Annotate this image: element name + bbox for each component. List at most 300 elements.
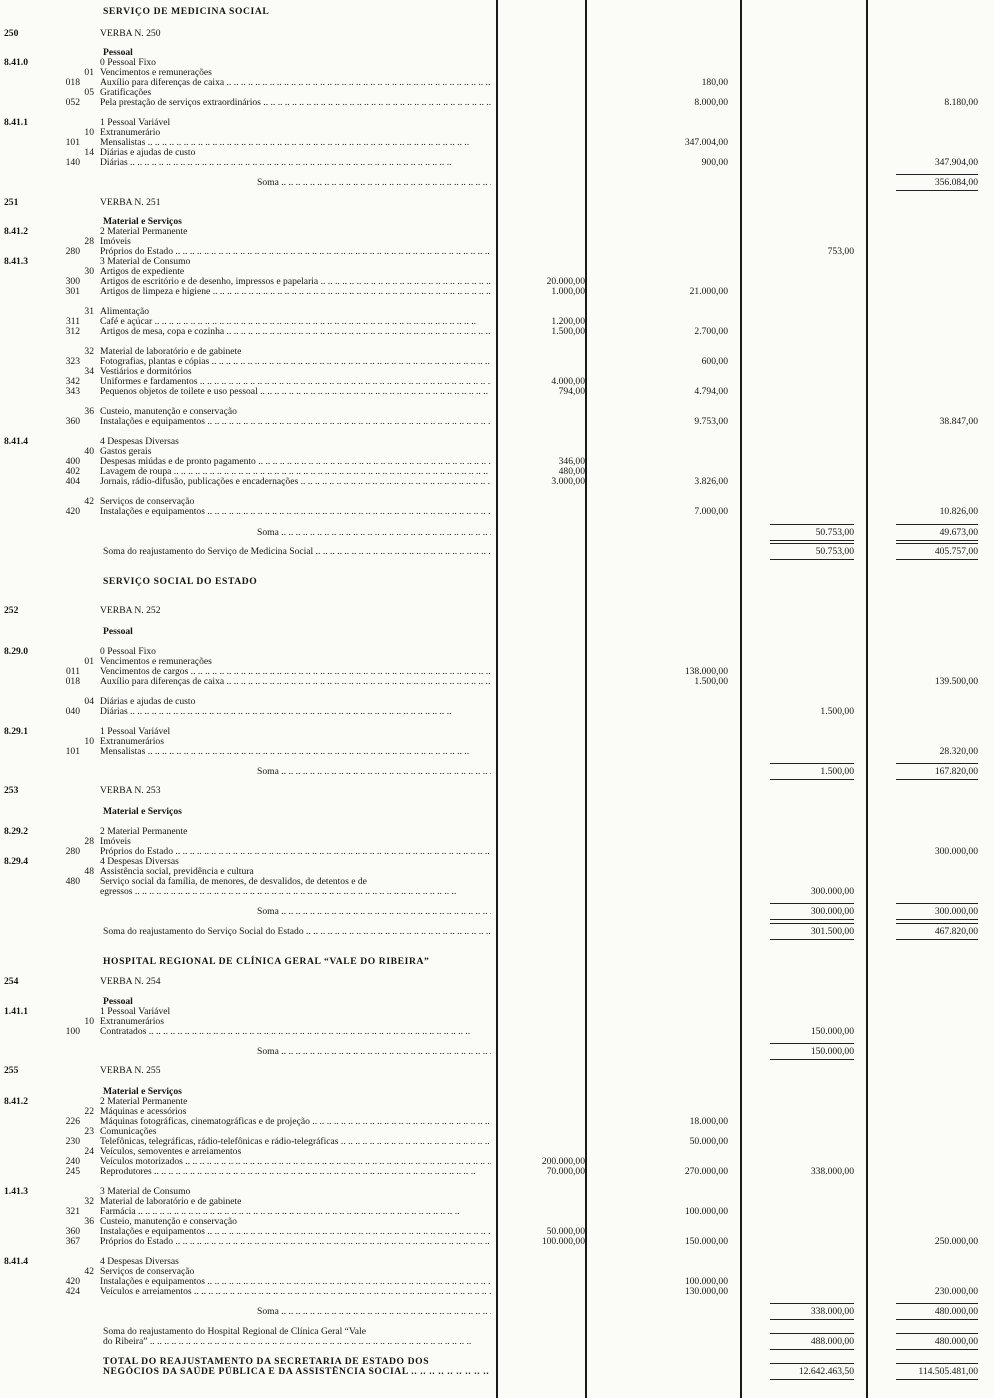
table-row <box>0 1065 994 1076</box>
row-label: Próprios do Estado .. .. <box>100 1236 491 1247</box>
subtotal-rule <box>896 1379 978 1380</box>
amount-col-c: 180,00 <box>701 77 728 88</box>
item-code: 424 <box>65 1286 80 1297</box>
subtotal-rule <box>896 559 978 560</box>
subtotal-rule <box>770 1363 854 1364</box>
amount-col-e: 28.320,00 <box>939 746 978 757</box>
item-code: 420 <box>65 1276 80 1287</box>
row-label: Vencimentos e remunerações <box>100 67 212 78</box>
account-code: 254 <box>4 976 19 987</box>
row-label: Artigos de limpeza e higiene .. .. <box>100 286 491 297</box>
item-code: 101 <box>65 746 80 757</box>
subtotal-rule <box>896 919 978 920</box>
subtotal-rule <box>770 540 854 541</box>
account-code: 8.41.3 <box>4 256 28 267</box>
subaccount-code: 10 <box>84 127 94 138</box>
subaccount-code: 30 <box>84 266 94 277</box>
amount-col-d: 300.000,00 <box>810 906 854 917</box>
row-label: Serviços de conservação <box>100 496 195 507</box>
row-label: Extranumerários <box>100 1016 164 1027</box>
row-label: Próprios do Estado .. .. <box>100 846 491 857</box>
subtotal-rule <box>770 1303 854 1304</box>
table-row <box>0 976 994 987</box>
item-code: 402 <box>65 466 80 477</box>
subaccount-code: 36 <box>84 1216 94 1227</box>
amount-col-c: 600,00 <box>701 356 728 367</box>
table-row <box>0 476 994 487</box>
row-label: Material e Serviços <box>103 216 182 227</box>
amount-col-b: 3.000,00 <box>551 476 585 487</box>
item-code: 342 <box>65 376 80 387</box>
row-label: Soma do reajustamento do Serviço de Medicina Social .. .. <box>103 546 491 557</box>
row-label: VERBA N. 253 <box>100 785 161 796</box>
item-code: 100 <box>65 1026 80 1037</box>
subaccount-code: 42 <box>84 1266 94 1277</box>
subtotal-rule <box>896 1333 978 1334</box>
amount-col-b: 794,00 <box>558 386 585 397</box>
subaccount-code: 31 <box>84 306 94 317</box>
amount-col-c: 270.000,00 <box>684 1166 728 1177</box>
row-label: Veículos, semoventes e arreiamentos <box>100 1146 242 1157</box>
amount-col-e: 114.505.481,00 <box>918 1366 978 1377</box>
table-row <box>0 1026 994 1037</box>
item-code: 245 <box>65 1166 80 1177</box>
table-row <box>0 177 994 188</box>
amount-col-d: 301.500,00 <box>810 926 854 937</box>
amount-col-c: 3.826,00 <box>694 476 728 487</box>
row-label: Diárias e ajudas de custo <box>100 696 196 707</box>
row-label: Material e Serviços <box>103 1086 182 1097</box>
row-label: Custeio, manutenção e conservação <box>100 406 237 417</box>
amount-col-c: 900,00 <box>701 157 728 168</box>
amount-col-c: 2.700,00 <box>694 326 728 337</box>
row-label: Imóveis <box>100 836 131 847</box>
row-label: Instalações e equipamentos .. .. <box>100 1276 491 1287</box>
row-label: VERBA N. 255 <box>100 1065 161 1076</box>
amount-col-c: 138.000,00 <box>684 666 728 677</box>
amount-col-e: 8.180,00 <box>944 97 978 108</box>
subtotal-rule <box>770 1043 854 1044</box>
amount-col-c: 150.000,00 <box>684 1236 728 1247</box>
account-code: 8.29.0 <box>4 646 28 657</box>
amount-col-b: 1.000,00 <box>551 286 585 297</box>
subaccount-code: 36 <box>84 406 94 417</box>
row-label: VERBA N. 254 <box>100 976 161 987</box>
amount-col-e: 300.000,00 <box>934 846 978 857</box>
row-label: Soma .. .. <box>257 1306 491 1317</box>
item-code: 360 <box>65 1226 80 1237</box>
subaccount-code: 10 <box>84 1016 94 1027</box>
item-code: 360 <box>65 416 80 427</box>
amount-col-d: 150.000,00 <box>810 1046 854 1057</box>
row-label: Mensalistas .. .. <box>100 746 491 757</box>
row-label: Material de laboratório e de gabinete <box>100 346 242 357</box>
amount-col-b: 50.000,00 <box>546 1226 585 1237</box>
table-row <box>0 157 994 168</box>
subaccount-code: 01 <box>84 656 94 667</box>
table-row <box>0 956 994 967</box>
table-row <box>0 626 994 637</box>
amount-col-d: 300.000,00 <box>810 886 854 897</box>
subaccount-code: 42 <box>84 496 94 507</box>
amount-col-e: 139.500,00 <box>934 676 978 687</box>
account-code: 252 <box>4 605 19 616</box>
row-label: Soma do reajustamento do Hospital Regional de Clínica Geral “Vale <box>103 1326 366 1337</box>
item-code: 011 <box>65 666 80 677</box>
amount-col-d: 50.753,00 <box>815 546 854 557</box>
subaccount-code: 24 <box>84 1146 94 1157</box>
amount-col-d: 488.000,00 <box>810 1336 854 1347</box>
amount-col-c: 1.500,00 <box>694 676 728 687</box>
item-code: 240 <box>65 1156 80 1167</box>
table-row <box>0 1336 994 1347</box>
subtotal-rule <box>896 903 978 904</box>
row-label: 3 Material de Consumo <box>100 256 191 267</box>
subtotal-rule <box>896 174 978 175</box>
table-row <box>0 806 994 817</box>
row-label: SERVIÇO DE MEDICINA SOCIAL <box>103 6 270 17</box>
row-label: Material de laboratório e de gabinete <box>100 1196 242 1207</box>
subaccount-code: 32 <box>84 346 94 357</box>
row-label: Soma .. .. <box>257 527 491 538</box>
item-code: 018 <box>65 77 80 88</box>
row-label: Pequenos objetos de toilete e uso pessoal .. .. <box>100 386 491 397</box>
item-code: 420 <box>65 506 80 517</box>
row-label: Contratados .. .. <box>100 1026 491 1037</box>
subaccount-code: 04 <box>84 696 94 707</box>
row-label: Reprodutores .. .. <box>100 1166 491 1177</box>
amount-col-e: 467.820,00 <box>934 926 978 937</box>
table-row <box>0 1236 994 1247</box>
subtotal-rule <box>770 1333 854 1334</box>
table-row <box>0 1306 994 1317</box>
subtotal-rule <box>770 939 854 940</box>
amount-col-c: 130.000,00 <box>684 1286 728 1297</box>
row-label: Diárias .. .. <box>100 157 491 168</box>
row-label: Gratificações <box>100 87 152 98</box>
subtotal-rule <box>896 1303 978 1304</box>
subtotal-rule <box>770 1059 854 1060</box>
amount-col-b: 480,00 <box>558 466 585 477</box>
subaccount-code: 22 <box>84 1106 94 1117</box>
account-code: 8.41.0 <box>4 57 28 68</box>
subaccount-code: 23 <box>84 1126 94 1137</box>
row-label: Material e Serviços <box>103 806 182 817</box>
item-code: 367 <box>65 1236 80 1247</box>
row-label: Comunicações <box>100 1126 157 1137</box>
amount-col-e: 167.820,00 <box>934 766 978 777</box>
row-label: 1 Pessoal Variável <box>100 1006 171 1017</box>
item-code: 018 <box>65 676 80 687</box>
amount-col-d: 150.000,00 <box>810 1026 854 1037</box>
table-row <box>0 197 994 208</box>
row-label: 4 Despesas Diversas <box>100 856 179 867</box>
row-label: Veículos motorizados .. .. <box>100 1156 491 1167</box>
row-label: Instalações e equipamentos .. .. <box>100 1226 491 1237</box>
table-row <box>0 326 994 337</box>
item-code: 312 <box>65 326 80 337</box>
row-label: Jornais, rádio-difusão, publicações e encadernações .. .. <box>100 476 491 487</box>
account-code: 8.41.4 <box>4 436 28 447</box>
row-label: Próprios do Estado .. .. <box>100 246 491 257</box>
subaccount-code: 14 <box>84 147 94 158</box>
table-row <box>0 1046 994 1057</box>
row-label: Artigos de mesa, copa e cozinha .. .. <box>100 326 491 337</box>
item-code: 300 <box>65 276 80 287</box>
table-row <box>0 28 994 39</box>
row-label: Assistência social, previdência e cultura <box>100 866 254 877</box>
row-label: Extranumerários <box>100 736 164 747</box>
row-label: Farmácia .. .. <box>100 1206 491 1217</box>
table-row <box>0 605 994 616</box>
row-label: Serviço social da família, de menores, de desvalidos, de detentos e de <box>100 876 367 887</box>
amount-col-b: 200.000,00 <box>541 1156 585 1167</box>
row-label: Pessoal <box>103 626 133 637</box>
row-label: Vestiários e dormitórios <box>100 366 192 377</box>
subtotal-rule <box>896 923 978 924</box>
table-row <box>0 97 994 108</box>
account-code: 8.29.2 <box>4 826 28 837</box>
amount-col-b: 20.000,00 <box>546 276 585 287</box>
amount-col-d: 338.000,00 <box>810 1166 854 1177</box>
subaccount-code: 10 <box>84 736 94 747</box>
amount-col-b: 1.500,00 <box>551 326 585 337</box>
table-row <box>0 576 994 587</box>
subtotal-rule <box>770 543 854 544</box>
subtotal-rule <box>896 1349 978 1350</box>
account-code: 1.41.1 <box>4 1006 28 1017</box>
account-code: 255 <box>4 1065 19 1076</box>
row-label: Instalações e equipamentos .. .. <box>100 506 491 517</box>
item-code: 301 <box>65 286 80 297</box>
row-label: Auxílio para diferenças de caixa .. .. <box>100 676 491 687</box>
row-label: Soma .. .. <box>257 906 491 917</box>
table-row <box>0 785 994 796</box>
row-label: Soma .. .. <box>257 766 491 777</box>
row-label: HOSPITAL REGIONAL DE CLÍNICA GERAL “VALE DO RIBEIRA” <box>103 956 430 967</box>
subaccount-code: 34 <box>84 366 94 377</box>
item-code: 404 <box>65 476 80 487</box>
subtotal-rule <box>770 1319 854 1320</box>
row-label: Instalações e equipamentos .. .. <box>100 416 491 427</box>
amount-col-e: 300.000,00 <box>934 906 978 917</box>
row-label: TOTAL DO REAJUSTAMENTO DA SECRETARIA DE ESTADO DOS <box>103 1356 430 1367</box>
row-label: 2 Material Permanente <box>100 226 188 237</box>
item-code: 400 <box>65 456 80 467</box>
amount-col-c: 7.000,00 <box>694 506 728 517</box>
row-label: Despesas miúdas e de pronto pagamento .. .. <box>100 456 491 467</box>
row-label: 4 Despesas Diversas <box>100 1256 179 1267</box>
amount-col-c: 50.000,00 <box>689 1136 728 1147</box>
item-code: 230 <box>65 1136 80 1147</box>
item-code: 311 <box>65 316 80 327</box>
account-code: 8.41.2 <box>4 1096 28 1107</box>
subtotal-rule <box>896 1319 978 1320</box>
amount-col-c: 8.000,00 <box>694 97 728 108</box>
row-label: Lavagem de roupa .. .. <box>100 466 491 477</box>
item-code: 226 <box>65 1116 80 1127</box>
row-label: 2 Material Permanente <box>100 826 188 837</box>
row-label: 0 Pessoal Fixo <box>100 57 156 68</box>
amount-col-e: 38.847,00 <box>939 416 978 427</box>
table-row <box>0 506 994 517</box>
row-label: 1 Pessoal Variável <box>100 726 171 737</box>
item-code: 140 <box>65 157 80 168</box>
amount-col-c: 4.794,00 <box>694 386 728 397</box>
subtotal-rule <box>896 1363 978 1364</box>
row-label: Pessoal <box>103 47 133 58</box>
table-row <box>0 886 994 897</box>
row-label: 0 Pessoal Fixo <box>100 646 156 657</box>
subaccount-code: 28 <box>84 836 94 847</box>
subtotal-rule <box>770 779 854 780</box>
table-row <box>0 416 994 427</box>
table-row <box>0 286 994 297</box>
item-code: 280 <box>65 246 80 257</box>
row-label: Alimentação <box>100 306 150 317</box>
row-label: Diárias .. .. <box>100 706 491 717</box>
amount-col-d: 338.000,00 <box>810 1306 854 1317</box>
row-label: Diárias e ajudas de custo <box>100 147 196 158</box>
account-code: 8.41.2 <box>4 226 28 237</box>
table-row <box>0 1286 994 1297</box>
amount-col-b: 346,00 <box>558 456 585 467</box>
item-code: 101 <box>65 137 80 148</box>
subtotal-rule <box>896 540 978 541</box>
row-label: Uniformes e fardamentos .. .. <box>100 376 491 387</box>
table-row <box>0 706 994 717</box>
subtotal-rule <box>770 919 854 920</box>
table-row <box>0 1166 994 1177</box>
subtotal-rule <box>770 1349 854 1350</box>
row-label: Custeio, manutenção e conservação <box>100 1216 237 1227</box>
row-label: VERBA N. 251 <box>100 197 161 208</box>
table-row <box>0 926 994 937</box>
row-label: Café e açúcar .. .. <box>100 316 491 327</box>
row-label: Vencimentos e remunerações <box>100 656 212 667</box>
subtotal-rule <box>896 779 978 780</box>
subaccount-code: 40 <box>84 446 94 457</box>
table-row <box>0 746 994 757</box>
row-label: Pessoal <box>103 996 133 1007</box>
amount-col-c: 100.000,00 <box>684 1276 728 1287</box>
amount-col-d: 12.642.463,50 <box>798 1366 854 1377</box>
item-code: 280 <box>65 846 80 857</box>
row-label: NEGÓCIOS DA SAÚDE PÚBLICA E DA ASSISTÊNCIA SOCIAL .. .. <box>103 1366 491 1377</box>
amount-col-e: 356.084,00 <box>934 177 978 188</box>
row-label: VERBA N. 250 <box>100 28 161 39</box>
item-code: 343 <box>65 386 80 397</box>
amount-col-e: 347.904,00 <box>934 157 978 168</box>
row-label: Mensalistas .. .. <box>100 137 491 148</box>
subtotal-rule <box>770 524 854 525</box>
row-label: Serviços de conservação <box>100 1266 195 1277</box>
amount-col-c: 347.004,00 <box>684 137 728 148</box>
subtotal-rule <box>896 939 978 940</box>
row-label: egressos .. .. <box>100 886 491 897</box>
subtotal-rule <box>770 923 854 924</box>
table-row <box>0 766 994 777</box>
row-label: Fotografias, plantas e cópias .. .. <box>100 356 491 367</box>
table-row <box>0 906 994 917</box>
subtotal-rule <box>770 903 854 904</box>
row-label: Artigos de escritório e de desenho, impressos e papelaria .. .. <box>100 276 491 287</box>
amount-col-c: 18.000,00 <box>689 1116 728 1127</box>
row-label: Máquinas e acessórios <box>100 1106 187 1117</box>
account-code: 250 <box>4 28 19 39</box>
amount-col-e: 230.000,00 <box>934 1286 978 1297</box>
subtotal-rule <box>896 543 978 544</box>
subaccount-code: 28 <box>84 236 94 247</box>
amount-col-e: 49.673,00 <box>939 527 978 538</box>
subtotal-rule <box>770 763 854 764</box>
account-code: 1.41.3 <box>4 1186 28 1197</box>
row-label: SERVIÇO SOCIAL DO ESTADO <box>103 576 258 587</box>
amount-col-d: 1.500,00 <box>820 766 854 777</box>
row-label: 4 Despesas Diversas <box>100 436 179 447</box>
item-code: 321 <box>65 1206 80 1217</box>
table-row <box>0 6 994 17</box>
account-code: 8.29.1 <box>4 726 28 737</box>
row-label: Máquinas fotográficas, cinematográficas e de projeção .. .. <box>100 1116 491 1127</box>
table-row <box>0 1366 994 1377</box>
amount-col-b: 4.000,00 <box>551 376 585 387</box>
amount-col-c: 9.753,00 <box>694 416 728 427</box>
row-label: 3 Material de Consumo <box>100 1186 191 1197</box>
row-label: 1 Pessoal Variável <box>100 117 171 128</box>
amount-col-b: 1.200,00 <box>551 316 585 327</box>
amount-col-e: 10.826,00 <box>939 506 978 517</box>
row-label: VERBA N. 252 <box>100 605 161 616</box>
subtotal-rule <box>770 559 854 560</box>
amount-col-b: 100.000,00 <box>541 1236 585 1247</box>
subaccount-code: 05 <box>84 87 94 98</box>
row-label: Pela prestação de serviços extraordinários .. .. <box>100 97 491 108</box>
row-label: Veículos e arreiamentos .. .. <box>100 1286 491 1297</box>
amount-col-e: 480.000,00 <box>934 1306 978 1317</box>
row-label: do Ribeira” .. .. <box>103 1336 491 1347</box>
item-code: 052 <box>65 97 80 108</box>
subaccount-code: 32 <box>84 1196 94 1207</box>
item-code: 040 <box>65 706 80 717</box>
table-row <box>0 546 994 557</box>
account-code: 251 <box>4 197 19 208</box>
row-label: Soma do reajustamento do Serviço Social do Estado .. .. <box>103 926 491 937</box>
subtotal-rule <box>896 763 978 764</box>
amount-col-e: 480.000,00 <box>934 1336 978 1347</box>
amount-col-d: 50.753,00 <box>815 527 854 538</box>
row-label: Extranumerário <box>100 127 161 138</box>
amount-col-d: 753,00 <box>827 246 854 257</box>
amount-col-e: 250.000,00 <box>934 1236 978 1247</box>
row-label: Imóveis <box>100 236 131 247</box>
amount-col-c: 21.000,00 <box>689 286 728 297</box>
row-label: Gastos gerais <box>100 446 152 457</box>
subaccount-code: 01 <box>84 67 94 78</box>
account-code: 8.41.1 <box>4 117 28 128</box>
account-code: 8.29.4 <box>4 856 28 867</box>
subaccount-code: 48 <box>84 866 94 877</box>
row-label: Vencimentos de cargos .. .. <box>100 666 491 677</box>
amount-col-c: 100.000,00 <box>684 1206 728 1217</box>
subtotal-rule <box>896 190 978 191</box>
row-label: 2 Material Permanente <box>100 1096 188 1107</box>
account-code: 253 <box>4 785 19 796</box>
subtotal-rule <box>896 524 978 525</box>
amount-col-b: 70.000,00 <box>546 1166 585 1177</box>
row-label: Artigos de expediente <box>100 266 185 277</box>
table-row <box>0 676 994 687</box>
